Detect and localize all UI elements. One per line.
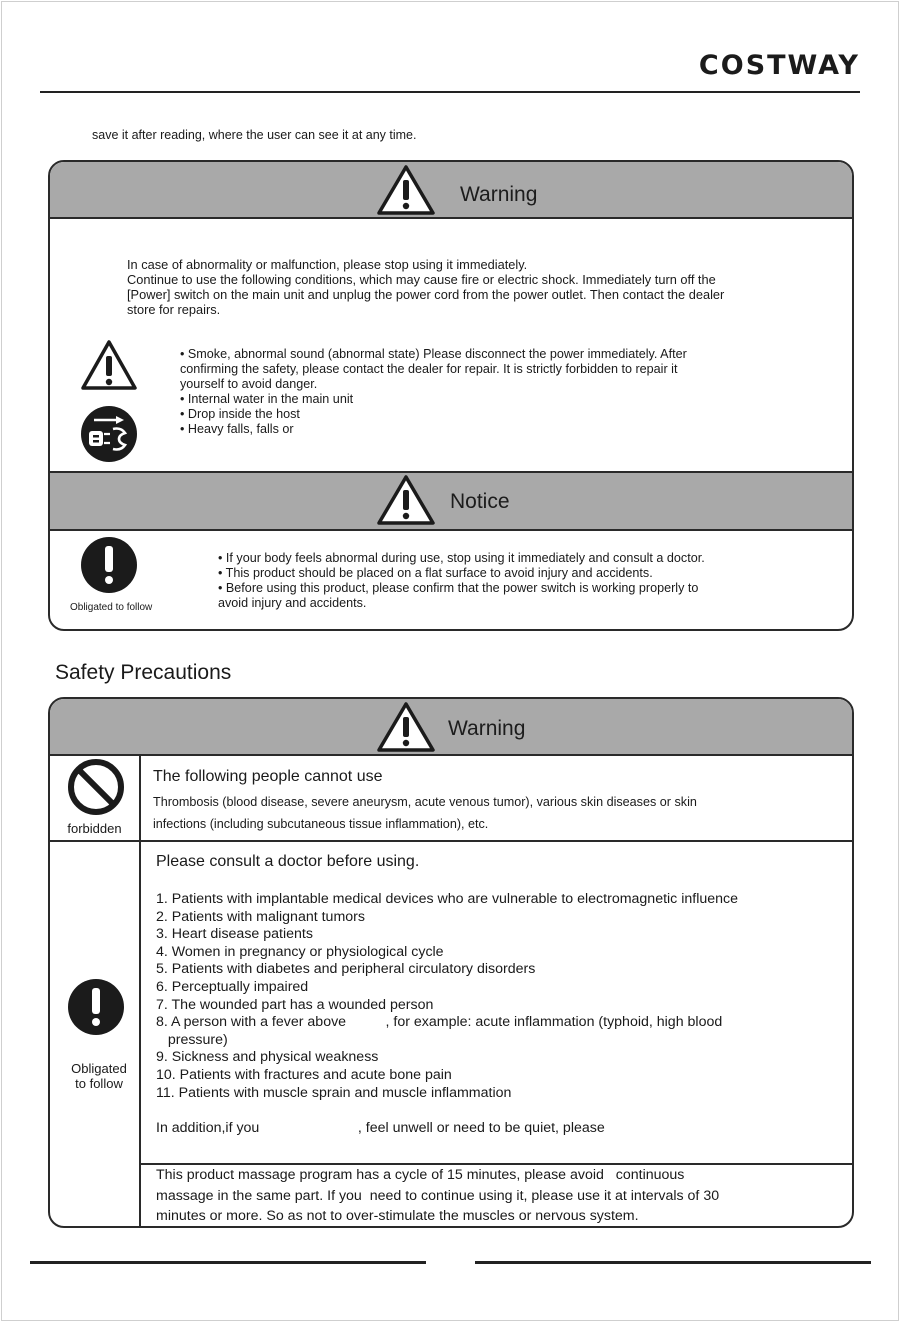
list-item: 5. Patients with diabetes and peripheral circulatory disorders — [156, 961, 536, 978]
forbidden-description: Thrombosis (blood disease, severe aneurysm, acute venous tumor), various skin diseases or skin infections (including subcutaneous tissue inflammation), etc. — [153, 795, 697, 831]
list-item: 1. Patients with implantable medical devices who are vulnerable to electromagnetic influence — [156, 891, 739, 907]
forbidden-row-divider — [50, 840, 854, 842]
notice-triangle-icon — [377, 475, 435, 525]
forbidden-heading: The following people cannot use — [153, 768, 383, 785]
list-item: 3. Heart disease patients — [156, 926, 313, 943]
list-item: 8. A person with a fever above , for example: acute inflammation (typhoid, high blood — [156, 1014, 723, 1031]
safety-warning-header — [50, 699, 852, 756]
caution-triangle-icon — [80, 339, 138, 391]
consult-obligated-label: Obligated to follow — [71, 1061, 127, 1091]
consult-exclamation-icon — [67, 978, 125, 1036]
footer-rule-left — [30, 1261, 426, 1264]
icon-column-divider — [139, 754, 141, 1228]
list-item: 11. Patients with muscle sprain and muscle inflammation — [156, 1084, 512, 1101]
notice-title: Notice — [450, 490, 510, 513]
cycle-note: This product massage program has a cycle of 15 minutes, please avoid continuous massage in the same part. If you need to continue using it, please use it at intervals of 30 minutes or more. So as not to over-stimulate the muscles or nervous system. — [156, 1167, 720, 1224]
list-item: 4. Women in pregnancy or physiological cycle — [156, 943, 444, 960]
list-item: pressure) — [156, 1031, 228, 1048]
consult-list — [156, 891, 738, 1102]
warning-paragraph: In case of abnormality or malfunction, please stop using it immediately. Continue to use the following conditions, which may cause fire or electric shock. Immediately turn off the [Power] switch on the main unit and unplug the power cord from the power outlet. Then contact the dealer store for repairs. — [127, 257, 725, 317]
warning-title: Warning — [460, 183, 538, 206]
footer-rule-right — [475, 1261, 871, 1264]
intro-text: save it after reading, where the user can see it at any time. — [92, 128, 417, 142]
obligation-exclamation-icon — [80, 536, 138, 594]
list-item: 10. Patients with fractures and acute bone pain — [156, 1066, 452, 1083]
header-rule — [40, 91, 860, 93]
warning-notice-panel — [48, 160, 854, 631]
warning-bullets: • Smoke, abnormal sound (abnormal state) Please disconnect the power immediately. After confirming the safety, please contact the dealer for repair. It is strictly forbidden to repair it yourself to avoid danger. • Internal water in the main unit • Drop inside the host • Heavy falls, falls or — [180, 347, 687, 436]
list-item: 2. Patients with malignant tumors — [156, 908, 365, 925]
consult-addition: In addition,if you , feel unwell or need to be quiet, please — [156, 1120, 605, 1136]
safety-precautions-title: Safety Precautions — [55, 661, 232, 684]
safety-warning-title: Warning — [448, 717, 526, 740]
notice-header — [50, 471, 852, 531]
brand-logo: COSTWAY — [698, 50, 860, 81]
safety-warning-triangle-icon — [377, 702, 435, 752]
consult-heading: Please consult a doctor before using. — [156, 853, 420, 870]
list-item: 6. Perceptually impaired — [156, 978, 309, 995]
forbidden-icon — [67, 758, 125, 816]
list-item: 9. Sickness and physical weakness — [156, 1049, 379, 1066]
safety-panel — [48, 697, 854, 1228]
unplug-icon — [80, 405, 138, 463]
notice-bullets: • If your body feels abnormal during use, stop using it immediately and consult a doctor. • This product should be placed on a flat surface to avoid injury and accidents. • Before using this product, please confirm that the power switch is working properly to avoid injury and accidents. — [218, 551, 705, 610]
forbidden-label: forbidden — [67, 821, 122, 836]
obligated-to-follow-label: Obligated to follow — [70, 602, 153, 613]
warning-header — [50, 162, 852, 219]
list-item: 7. The wounded part has a wounded person — [156, 996, 434, 1013]
warning-triangle-icon — [377, 165, 435, 215]
